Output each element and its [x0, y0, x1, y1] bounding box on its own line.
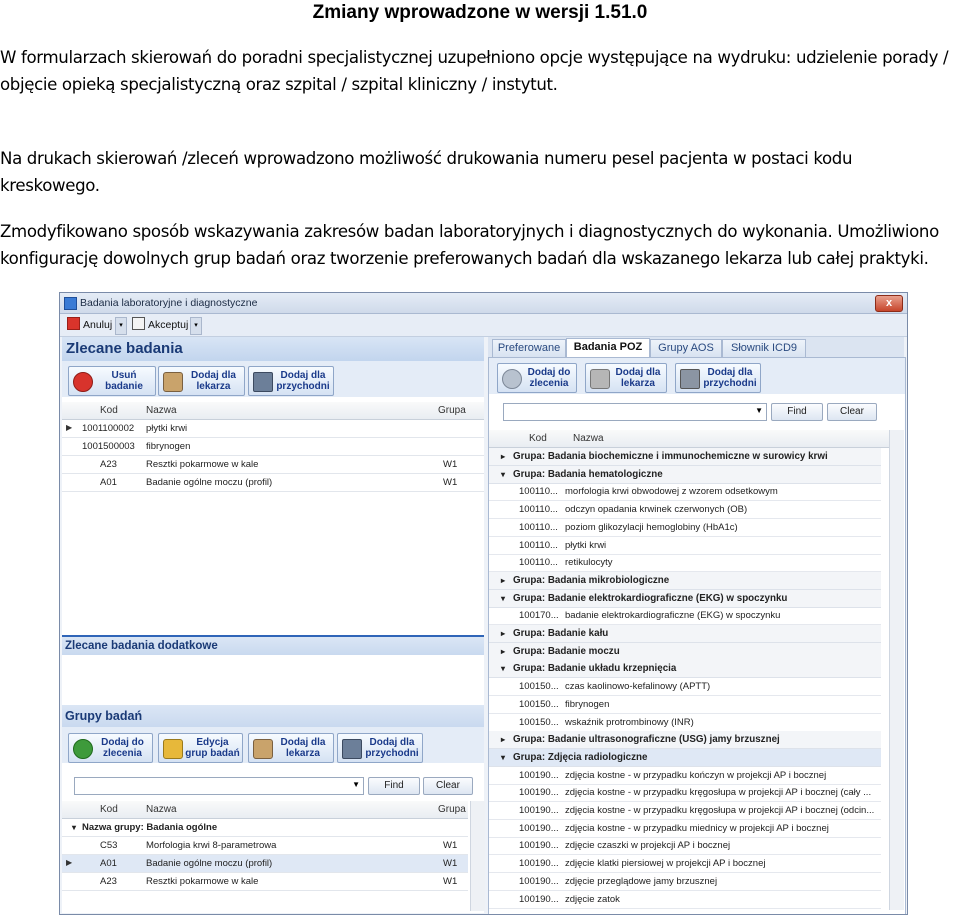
groups-scrollbar[interactable] [470, 801, 485, 911]
groups-clear-button[interactable]: Clear [423, 777, 473, 795]
cell-name: zdjęcia kostne - w przypadku kończyn w projekcji AP i bocznej [565, 769, 827, 781]
add-to-order-button[interactable] [68, 733, 153, 763]
cell-code: A01 [100, 858, 117, 869]
cell-name: płytki krwi [565, 539, 607, 551]
tree-item-row[interactable] [489, 891, 881, 909]
ordered-grid-header [62, 402, 484, 420]
cancel-label: Anuluj [83, 319, 113, 331]
cell-code: 100110... [519, 539, 558, 551]
tree-item-row[interactable] [489, 784, 881, 802]
cell-name: zdjęcie przeglądowe jamy brzusznej [565, 875, 718, 887]
group-label: Grupa: Badanie ultrasonograficzne (USG) jamy brzusznej [513, 734, 780, 746]
cell-name: poziom glikozylacji hemoglobiny (HbA1c) [565, 521, 738, 533]
cell-name: zdjęcia kostne - w przypadku miednicy w projekcji AP i bocznej [565, 822, 829, 834]
tab-4[interactable]: Słownik ICD9 [722, 339, 806, 357]
col-group: Grupa [438, 804, 466, 815]
group-row[interactable] [489, 625, 881, 643]
cell-code: A23 [100, 459, 117, 470]
accept-icon [132, 317, 145, 330]
poz-add-for-clinic-button[interactable] [675, 363, 761, 393]
cell-code: 100190... [519, 858, 559, 870]
accept-button[interactable] [132, 317, 188, 333]
tree-item-row[interactable] [489, 554, 881, 572]
tree-item-row[interactable] [489, 607, 881, 625]
clinic-icon [680, 369, 700, 389]
cell-name: Resztki pokarmowe w kale [146, 459, 259, 470]
cell-code: 100150... [519, 698, 559, 710]
poz-search-combo[interactable] [503, 403, 767, 421]
cell-code: 100110... [519, 504, 558, 516]
chevron-right-icon: ▸ [501, 735, 506, 745]
paragraph-line: Na drukach skierowań /zleceń wprowadzono możliwość drukowania numeru pesel pacjenta w postaci kodu [0, 149, 853, 168]
add-for-clinic-label: Dodaj dla przychodni [276, 370, 330, 392]
group-row[interactable] [489, 448, 881, 466]
cell-name: czas kaolinowo-kefalinowy (APTT) [565, 681, 711, 693]
group-label: Grupa: Badania biochemiczne i immunochemiczne w surowicy krwi [513, 451, 828, 462]
poz-add-for-doctor-button[interactable] [585, 363, 667, 393]
cell-group: W1 [443, 459, 458, 470]
paragraph-lab-tests [0, 218, 960, 272]
document-title: Zmiany wprowadzone w wersji 1.51.0 [312, 2, 648, 23]
groups-find-button[interactable]: Find [368, 777, 420, 795]
table-row[interactable] [62, 837, 468, 855]
cell-code: A23 [100, 876, 117, 887]
cell-code: 100190... [519, 769, 559, 781]
table-row[interactable] [62, 873, 468, 891]
group-label: Grupa: Badanie moczu [513, 645, 620, 657]
col-name: Nazwa [146, 405, 177, 416]
poz-clear-button[interactable]: Clear [827, 403, 877, 421]
cancel-dropdown[interactable]: ▾ [115, 317, 127, 335]
paragraph-line: konfigurację dowolnych grup badań oraz tworzenie preferowanych badań dla wskazanego lekarza lub całej praktyki. [0, 249, 929, 268]
tab-2[interactable]: Badania POZ [566, 338, 650, 358]
lab-tests-window [59, 292, 908, 915]
col-code: Kod [100, 804, 118, 815]
edit-groups-button[interactable] [158, 733, 243, 763]
close-button[interactable]: x [875, 295, 903, 312]
poz-grid-header [489, 430, 889, 448]
col-name: Nazwa [146, 804, 177, 815]
chevron-down-icon: ▾ [501, 469, 506, 479]
cell-name: fibrynogen [146, 441, 191, 452]
poz-add-to-order-button[interactable] [497, 363, 577, 393]
cell-code: 1001500003 [82, 441, 135, 452]
cell-name: płytki krwi [146, 423, 188, 434]
paragraph-line: objęcie opieką specjalistyczną oraz szpital / szpital kliniczny / instytut. [0, 75, 558, 94]
tab-panel [488, 357, 906, 915]
add-icon [502, 369, 522, 389]
add-to-order-label: Dodaj do zlecenia [101, 737, 144, 759]
cell-name: zdjęcie czaszki w projekcji AP i bocznej [565, 840, 731, 852]
poz-add-for-doctor-label: Dodaj dla lekarza [615, 367, 661, 389]
group-row[interactable] [489, 749, 881, 767]
edit-groups-label: Edycja grup badań [185, 737, 240, 759]
tree-item-row[interactable] [489, 873, 881, 891]
add-for-doctor-label: Dodaj dla lekarza [190, 370, 236, 392]
cell-code: 100110... [519, 486, 558, 498]
tree-item-row[interactable] [489, 678, 881, 696]
group-row[interactable] [489, 731, 881, 749]
cell-code: 100170... [519, 610, 559, 622]
cell-code: A01 [100, 477, 117, 488]
group-label: Grupa: Badanie elektrokardiograficzne (EKG) w spoczynku [513, 592, 788, 604]
paragraph-line: W formularzach skierowań do poradni specjalistycznej uzupełniono opcje występujące na wydruku: udzielenie porady / [0, 48, 949, 67]
cell-code: 100190... [519, 840, 559, 852]
tree-item-row[interactable] [489, 802, 881, 820]
cell-name: badanie elektrokardiograficzne (EKG) w spoczynku [565, 610, 781, 622]
group-row[interactable] [489, 590, 881, 608]
tree-item-row[interactable] [489, 820, 881, 838]
group-label: Grupa: Badania hematologiczne [513, 468, 663, 480]
cell-name: Badanie ogólne moczu (profil) [146, 477, 273, 488]
cell-code: 100190... [519, 822, 559, 834]
cancel-icon [67, 317, 80, 330]
cell-code: 100190... [519, 875, 559, 887]
test-groups-header: Grupy badań [62, 705, 484, 727]
cell-name: Morfologia krwi 8-parametrowa [146, 840, 277, 851]
group-label: Grupa: Badania mikrobiologiczne [513, 574, 670, 586]
row-indicator-icon: ▶ [66, 858, 73, 867]
cell-code: 100190... [519, 787, 559, 799]
groups-add-for-clinic-label: Dodaj dla przychodni [365, 737, 419, 759]
group-row[interactable] [489, 572, 881, 590]
group-label: Grupa: Badanie kału [513, 628, 609, 639]
additional-tests-area [62, 655, 484, 703]
right-pane [488, 337, 904, 913]
groups-add-for-clinic-button[interactable] [337, 733, 423, 763]
group-label: Grupa: Zdjęcia radiologiczne [513, 751, 648, 763]
cell-name: Badanie ogólne moczu (profil) [146, 858, 273, 869]
chevron-right-icon: ▸ [501, 629, 506, 638]
col-name: Nazwa [573, 433, 604, 444]
tab-1[interactable]: Preferowane [492, 339, 566, 357]
group-row[interactable] [489, 643, 881, 661]
col-code: Kod [100, 405, 118, 416]
tree-item-row[interactable] [489, 855, 881, 873]
paragraph-barcode [0, 145, 960, 199]
remove-test-button[interactable] [68, 366, 156, 396]
window-titlebar [60, 293, 907, 314]
groups-add-for-doctor-button[interactable] [248, 733, 334, 763]
doctor-icon [253, 739, 273, 759]
additional-tests-header: Zlecane badania dodatkowe [62, 637, 484, 655]
poz-find-button[interactable]: Find [771, 403, 823, 421]
tree-item-row[interactable] [489, 696, 881, 714]
tree-item-row[interactable] [489, 519, 881, 537]
tree-item-row[interactable] [489, 501, 881, 519]
table-row[interactable] [62, 855, 468, 873]
remove-test-label: Usuń badanie [105, 370, 143, 392]
cell-name: wskaźnik protrombinowy (INR) [565, 716, 694, 728]
poz-scrollbar[interactable] [889, 430, 904, 910]
add-icon [73, 739, 93, 759]
row-indicator-icon: ▶ [66, 423, 73, 432]
window-toolbar [60, 314, 907, 337]
chevron-down-icon: ▼ [755, 406, 763, 415]
add-for-clinic-button[interactable] [248, 366, 334, 396]
table-row[interactable] [62, 474, 484, 492]
cell-code: 1001100002 [82, 423, 135, 434]
paragraph-line: Zmodyfikowano sposób wskazywania zakresów badan laboratoryjnych i diagnostycznych do wykonania. Umożliwiono [0, 222, 939, 241]
accept-label: Akceptuj [148, 319, 189, 331]
chevron-right-icon: ▸ [501, 575, 506, 585]
clinic-icon [342, 739, 362, 759]
chevron-down-icon: ▾ [501, 752, 506, 762]
app-icon [64, 297, 77, 310]
cell-code: 100150... [519, 716, 559, 728]
cell-name: odczyn opadania krwinek czerwonych (OB) [565, 504, 748, 516]
groups-grid-header [62, 801, 468, 819]
table-row[interactable] [62, 438, 484, 456]
group-name-row[interactable] [62, 819, 468, 837]
paragraph-referrals [0, 44, 960, 98]
tree-item-row[interactable] [489, 767, 881, 785]
add-for-doctor-button[interactable] [158, 366, 245, 396]
cell-name: retikulocyty [565, 557, 613, 569]
ordered-tests-header: Zlecane badania [62, 337, 484, 361]
cell-code: 100110... [519, 557, 558, 569]
chevron-right-icon: ▸ [501, 452, 506, 461]
cell-code: C53 [100, 840, 118, 851]
cell-group: W1 [443, 840, 458, 851]
cell-name: zdjęcia kostne - w przypadku kręgosłupa w projekcji AP i bocznej (cały ... [565, 787, 872, 799]
groups-search-combo[interactable] [74, 777, 364, 795]
clinic-icon [253, 372, 273, 392]
tab-3[interactable]: Grupy AOS [650, 339, 722, 357]
col-group: Grupa [438, 405, 466, 416]
cell-name: Resztki pokarmowe w kale [146, 876, 259, 887]
chevron-down-icon: ▾ [501, 593, 506, 603]
chevron-down-icon: ▾ [72, 823, 77, 832]
cell-name: morfologia krwi obwodowej z wzorem odsetkowym [565, 486, 778, 498]
group-label: Grupa: Badanie układu krzepnięcia [513, 663, 677, 675]
tree-item-row[interactable] [489, 483, 881, 501]
tree-item-row[interactable] [489, 537, 881, 555]
doctor-icon [163, 372, 183, 392]
cell-code: 100150... [519, 681, 559, 693]
cell-code: 100190... [519, 893, 559, 905]
remove-icon [73, 372, 93, 392]
window-title: Badania laboratoryjne i diagnostyczne [80, 297, 258, 309]
cell-name: zdjęcie zatok [565, 893, 620, 905]
edit-icon [163, 739, 183, 759]
cell-name: fibrynogen [565, 698, 610, 710]
accept-dropdown[interactable]: ▾ [190, 317, 202, 335]
cell-group: W1 [443, 858, 458, 869]
tree-item-row[interactable] [489, 837, 881, 855]
cell-name: zdjęcie klatki piersiowej w projekcji AP i bocznej [565, 858, 766, 870]
paragraph-line: kreskowego. [0, 176, 100, 195]
doctor-icon [590, 369, 610, 389]
poz-add-for-clinic-label: Dodaj dla przychodni [703, 367, 757, 389]
cancel-button[interactable] [67, 317, 112, 333]
cell-group: W1 [443, 876, 458, 887]
tab-strip [488, 337, 904, 357]
cell-group: W1 [443, 477, 458, 488]
chevron-down-icon: ▾ [501, 664, 506, 674]
groups-add-for-doctor-label: Dodaj dla lekarza [280, 737, 326, 759]
tree-item-row[interactable] [489, 714, 881, 732]
poz-add-to-order-label: Dodaj do zlecenia [527, 367, 571, 389]
group-row[interactable] [489, 466, 881, 484]
cell-name: zdjęcia kostne - w przypadku kręgosłupa w projekcji AP i bocznej (odcin... [565, 805, 875, 816]
chevron-right-icon: ▸ [501, 646, 506, 656]
cell-code: 100190... [519, 805, 559, 816]
group-name-label: Nazwa grupy: Badania ogólne [82, 822, 218, 833]
left-pane [62, 337, 484, 913]
chevron-down-icon: ▼ [352, 780, 360, 789]
table-row[interactable] [62, 420, 484, 438]
cell-code: 100110... [519, 521, 558, 533]
table-row[interactable] [62, 456, 484, 474]
col-code: Kod [529, 433, 547, 444]
group-row[interactable] [489, 660, 881, 678]
